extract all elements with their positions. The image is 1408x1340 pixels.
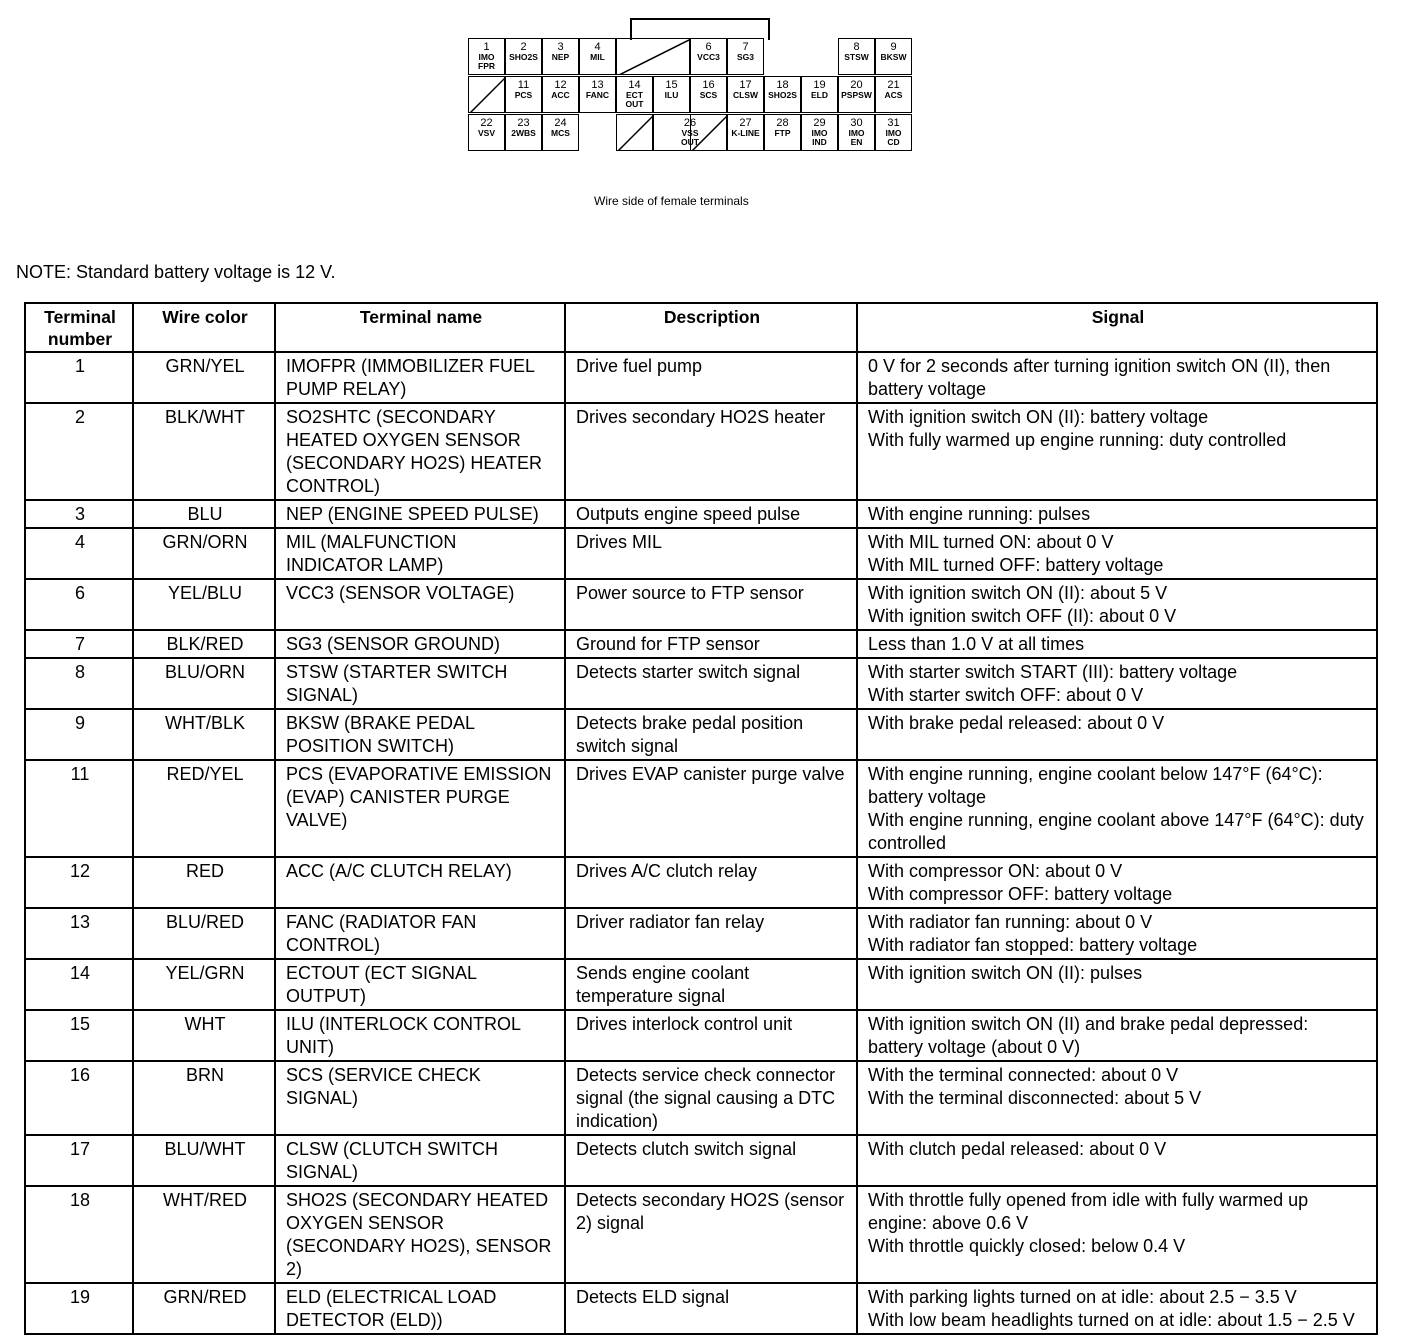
- terminal-number: 3: [557, 41, 564, 53]
- wire-color-cell: BLU/RED: [133, 908, 275, 959]
- terminal-number: 7: [742, 41, 749, 53]
- connector-terminal-4: [579, 38, 616, 75]
- table-row: [25, 709, 1377, 760]
- connector-terminal-20: [838, 76, 875, 113]
- terminal-number: 30: [850, 117, 863, 129]
- description-cell: Power source to FTP sensor: [565, 579, 857, 630]
- signal-cell: With radiator fan running: about 0 V With radiator fan stopped: battery voltage: [857, 908, 1377, 959]
- terminal-number: 2: [520, 41, 527, 53]
- terminal-label: IMO FPR: [478, 52, 495, 71]
- terminal-label: STSW: [844, 52, 869, 62]
- voltage-note: NOTE: Standard battery voltage is 12 V.: [16, 262, 336, 282]
- wire-color-cell: BLK/RED: [133, 630, 275, 658]
- signal-cell: With ignition switch ON (II) and brake pedal depressed: battery voltage (about 0 V): [857, 1010, 1377, 1061]
- connector-terminal-27: [727, 114, 764, 151]
- header-wire-color: Wire color: [133, 303, 275, 352]
- terminal-number: 26: [683, 117, 697, 129]
- terminal-label: K-LINE: [731, 128, 760, 138]
- wire-color-cell: RED/YEL: [133, 760, 275, 857]
- terminal-number: 4: [594, 41, 601, 53]
- wire-color-cell: GRN/RED: [133, 1283, 275, 1334]
- connector-terminal-18: [764, 76, 801, 113]
- terminal-label: VCC3: [697, 52, 720, 62]
- connector-terminal-14: [616, 76, 653, 113]
- terminal-number-cell: 14: [25, 959, 133, 1010]
- connector-terminal-7: [727, 38, 764, 75]
- description-cell: Ground for FTP sensor: [565, 630, 857, 658]
- wire-color-cell: RED: [133, 857, 275, 908]
- terminal-number-cell: 16: [25, 1061, 133, 1135]
- terminal-label: SCS: [699, 90, 718, 100]
- terminal-number: 31: [887, 117, 900, 129]
- header-terminal-name: Terminal name: [275, 303, 565, 352]
- description-cell: Driver radiator fan relay: [565, 908, 857, 959]
- terminal-number: 12: [554, 79, 567, 91]
- connector-terminal-15: [653, 76, 690, 113]
- terminal-label: SG3: [736, 52, 754, 62]
- description-cell: Detects service check connector signal (the signal causing a DTC indication): [565, 1061, 857, 1135]
- table-row: [25, 500, 1377, 528]
- connector-terminal-31: [875, 114, 912, 151]
- terminal-number: 17: [739, 79, 752, 91]
- description-cell: Detects brake pedal position switch signal: [565, 709, 857, 760]
- terminal-label: CLSW: [732, 90, 759, 100]
- connector-blank-cavity: [468, 76, 505, 113]
- terminal-number: 20: [850, 79, 863, 91]
- wire-color-cell: BRN: [133, 1061, 275, 1135]
- table-row: [25, 908, 1377, 959]
- connector-caption: Wire side of female terminals: [594, 194, 749, 208]
- signal-cell: With throttle fully opened from idle with fully warmed up engine: above 0.6 V With throttle quickly closed: below 0.4 V: [857, 1186, 1377, 1283]
- wire-color-cell: GRN/ORN: [133, 528, 275, 579]
- wire-color-cell: WHT/BLK: [133, 709, 275, 760]
- terminal-name-cell: SO2SHTC (SECONDARY HEATED OXYGEN SENSOR (SECONDARY HO2S) HEATER CONTROL): [275, 403, 565, 500]
- connector-terminal-21: [875, 76, 912, 113]
- terminal-label: IMO EN: [848, 128, 865, 147]
- connector-terminal-12: [542, 76, 579, 113]
- terminal-label: BKSW: [880, 52, 907, 62]
- terminal-label: IMO CD: [885, 128, 902, 147]
- terminal-number: 29: [813, 117, 826, 129]
- terminal-number-cell: 8: [25, 658, 133, 709]
- table-row: [25, 857, 1377, 908]
- terminal-number: 22: [480, 117, 493, 129]
- connector-terminal-29: [801, 114, 838, 151]
- terminal-number: 16: [702, 79, 715, 91]
- terminal-label: ECT OUT: [625, 90, 644, 109]
- terminal-name-cell: BKSW (BRAKE PEDAL POSITION SWITCH): [275, 709, 565, 760]
- terminal-name-cell: ECTOUT (ECT SIGNAL OUTPUT): [275, 959, 565, 1010]
- terminal-label: VSS OUT: [681, 128, 699, 147]
- connector-terminal-23: [505, 114, 542, 151]
- terminal-number: 18: [776, 79, 789, 91]
- terminal-number-cell: 7: [25, 630, 133, 658]
- header-description: Description: [565, 303, 857, 352]
- header-terminal-number: Terminal number: [25, 303, 133, 352]
- signal-cell: 0 V for 2 seconds after turning ignition switch ON (II), then battery voltage: [857, 352, 1377, 403]
- signal-cell: With compressor ON: about 0 V With compressor OFF: battery voltage: [857, 857, 1377, 908]
- signal-cell: With ignition switch ON (II): battery voltage With fully warmed up engine running: duty controlled: [857, 403, 1377, 500]
- connector-terminal-16: [690, 76, 727, 113]
- connector-terminal-1: [468, 38, 505, 75]
- terminal-number-cell: 15: [25, 1010, 133, 1061]
- terminal-label: PSPSW: [841, 90, 872, 100]
- description-cell: Drives MIL: [565, 528, 857, 579]
- terminal-name-cell: SCS (SERVICE CHECK SIGNAL): [275, 1061, 565, 1135]
- terminal-name-cell: VCC3 (SENSOR VOLTAGE): [275, 579, 565, 630]
- terminal-number: 27: [739, 117, 752, 129]
- terminal-label: ACS: [884, 90, 903, 100]
- terminal-table: [24, 302, 1378, 1335]
- terminal-name-cell: SHO2S (SECONDARY HEATED OXYGEN SENSOR (SECONDARY HO2S), SENSOR 2): [275, 1186, 565, 1283]
- signal-cell: With engine running: pulses: [857, 500, 1377, 528]
- description-cell: Drives EVAP canister purge valve: [565, 760, 857, 857]
- terminal-label: SHO2S: [768, 90, 797, 100]
- wire-color-cell: YEL/GRN: [133, 959, 275, 1010]
- connector-blank-cavity: [616, 114, 653, 151]
- connector-terminal-3: [542, 38, 579, 75]
- signal-cell: With the terminal connected: about 0 V With the terminal disconnected: about 5 V: [857, 1061, 1377, 1135]
- terminal-name-cell: MIL (MALFUNCTION INDICATOR LAMP): [275, 528, 565, 579]
- connector-terminal-28: [764, 114, 801, 151]
- description-cell: Detects clutch switch signal: [565, 1135, 857, 1186]
- terminal-name-cell: IMOFPR (IMMOBILIZER FUEL PUMP RELAY): [275, 352, 565, 403]
- connector-terminal-13: [579, 76, 616, 113]
- terminal-label: VSV: [477, 128, 495, 138]
- terminal-number: 14: [628, 79, 641, 91]
- table-row: [25, 658, 1377, 709]
- connector-terminal-22: [468, 114, 505, 151]
- terminal-label: ILU: [664, 90, 679, 100]
- description-cell: Drives secondary HO2S heater: [565, 403, 857, 500]
- connector-terminal-19: [801, 76, 838, 113]
- terminal-name-cell: STSW (STARTER SWITCH SIGNAL): [275, 658, 565, 709]
- terminal-number: 8: [853, 41, 860, 53]
- connector-terminal-30: [838, 114, 875, 151]
- description-cell: Detects secondary HO2S (sensor 2) signal: [565, 1186, 857, 1283]
- terminal-name-cell: CLSW (CLUTCH SWITCH SIGNAL): [275, 1135, 565, 1186]
- terminal-label: FTP: [774, 128, 791, 138]
- connector-diagram: [468, 18, 934, 156]
- connector-terminal-24: [542, 114, 579, 151]
- table-row: [25, 1010, 1377, 1061]
- wire-color-cell: BLU/WHT: [133, 1135, 275, 1186]
- terminal-number-cell: 13: [25, 908, 133, 959]
- terminal-number-cell: 6: [25, 579, 133, 630]
- signal-cell: With ignition switch ON (II): about 5 V With ignition switch OFF (II): about 0 V: [857, 579, 1377, 630]
- terminal-number: 9: [890, 41, 897, 53]
- terminal-number: 11: [517, 79, 530, 91]
- connector-terminal-11: [505, 76, 542, 113]
- terminal-number-cell: 11: [25, 760, 133, 857]
- wire-color-cell: YEL/BLU: [133, 579, 275, 630]
- terminal-number: 13: [591, 79, 604, 91]
- connector-blank-cavity: [616, 38, 690, 75]
- terminal-number-cell: 4: [25, 528, 133, 579]
- terminal-label: FANC: [585, 90, 610, 100]
- terminal-label: 2WBS: [511, 128, 536, 138]
- table-row: [25, 352, 1377, 403]
- wire-color-cell: BLK/WHT: [133, 403, 275, 500]
- terminal-number: 19: [813, 79, 826, 91]
- signal-cell: Less than 1.0 V at all times: [857, 630, 1377, 658]
- wire-color-cell: BLU/ORN: [133, 658, 275, 709]
- description-cell: Detects ELD signal: [565, 1283, 857, 1334]
- connector-terminal-9: [875, 38, 912, 75]
- header-signal: Signal: [857, 303, 1377, 352]
- terminal-name-cell: SG3 (SENSOR GROUND): [275, 630, 565, 658]
- terminal-number-cell: 3: [25, 500, 133, 528]
- description-cell: Drives A/C clutch relay: [565, 857, 857, 908]
- terminal-number: 28: [776, 117, 789, 129]
- table-row: [25, 403, 1377, 500]
- table-body: [25, 352, 1377, 1334]
- terminal-name-cell: FANC (RADIATOR FAN CONTROL): [275, 908, 565, 959]
- terminal-number: 1: [483, 41, 490, 53]
- terminal-name-cell: NEP (ENGINE SPEED PULSE): [275, 500, 565, 528]
- signal-cell: With starter switch START (III): battery voltage With starter switch OFF: about 0 V: [857, 658, 1377, 709]
- terminal-label: MCS: [551, 128, 570, 138]
- table-row: [25, 760, 1377, 857]
- terminal-label: ACC: [551, 90, 570, 100]
- description-cell: Drive fuel pump: [565, 352, 857, 403]
- signal-cell: With parking lights turned on at idle: about 2.5 − 3.5 V With low beam headlights turned on at idle: about 1.5 − 2.5 V: [857, 1283, 1377, 1334]
- terminal-name-cell: ACC (A/C CLUTCH RELAY): [275, 857, 565, 908]
- terminal-number-cell: 18: [25, 1186, 133, 1283]
- terminal-number-cell: 12: [25, 857, 133, 908]
- table-row: [25, 579, 1377, 630]
- signal-cell: With ignition switch ON (II): pulses: [857, 959, 1377, 1010]
- terminal-name-cell: ELD (ELECTRICAL LOAD DETECTOR (ELD)): [275, 1283, 565, 1334]
- terminal-label: SHO2S: [509, 52, 538, 62]
- table-row: [25, 1283, 1377, 1334]
- terminal-number: 15: [665, 79, 678, 91]
- connector-lock-tab: [630, 18, 770, 40]
- terminal-label: PCS: [514, 90, 533, 100]
- table-row: [25, 1186, 1377, 1283]
- signal-cell: With MIL turned ON: about 0 V With MIL turned OFF: battery voltage: [857, 528, 1377, 579]
- description-cell: Drives interlock control unit: [565, 1010, 857, 1061]
- wire-color-cell: BLU: [133, 500, 275, 528]
- signal-cell: With brake pedal released: about 0 V: [857, 709, 1377, 760]
- terminal-label: IMO IND: [811, 128, 828, 147]
- terminal-number: 21: [887, 79, 900, 91]
- signal-cell: With clutch pedal released: about 0 V: [857, 1135, 1377, 1186]
- table-row: [25, 1135, 1377, 1186]
- connector-terminal-17: [727, 76, 764, 113]
- connector-terminal-6: [690, 38, 727, 75]
- description-cell: Detects starter switch signal: [565, 658, 857, 709]
- description-cell: Sends engine coolant temperature signal: [565, 959, 857, 1010]
- terminal-number-cell: 2: [25, 403, 133, 500]
- wire-color-cell: WHT: [133, 1010, 275, 1061]
- wire-color-cell: GRN/YEL: [133, 352, 275, 403]
- table-row: [25, 630, 1377, 658]
- wire-color-cell: WHT/RED: [133, 1186, 275, 1283]
- table-header-row: [25, 303, 1377, 352]
- terminal-name-cell: ILU (INTERLOCK CONTROL UNIT): [275, 1010, 565, 1061]
- terminal-label: NEP: [551, 52, 570, 62]
- terminal-number: 6: [705, 41, 712, 53]
- connector-terminal-26: [653, 114, 727, 151]
- connector-terminal-8: [838, 38, 875, 75]
- terminal-name-cell: PCS (EVAPORATIVE EMISSION (EVAP) CANISTER PURGE VALVE): [275, 760, 565, 857]
- terminal-label: ELD: [811, 90, 828, 100]
- signal-cell: With engine running, engine coolant below 147°F (64°C): battery voltage With engine running, engine coolant above 147°F (64°C): duty controlled: [857, 760, 1377, 857]
- connector-terminal-2: [505, 38, 542, 75]
- table-row: [25, 959, 1377, 1010]
- terminal-label: MIL: [590, 52, 605, 62]
- terminal-number-cell: 19: [25, 1283, 133, 1334]
- table-row: [25, 528, 1377, 579]
- terminal-number: 23: [517, 117, 530, 129]
- description-cell: Outputs engine speed pulse: [565, 500, 857, 528]
- table-row: [25, 1061, 1377, 1135]
- terminal-number-cell: 9: [25, 709, 133, 760]
- terminal-number: 24: [554, 117, 567, 129]
- terminal-number-cell: 1: [25, 352, 133, 403]
- terminal-number-cell: 17: [25, 1135, 133, 1186]
